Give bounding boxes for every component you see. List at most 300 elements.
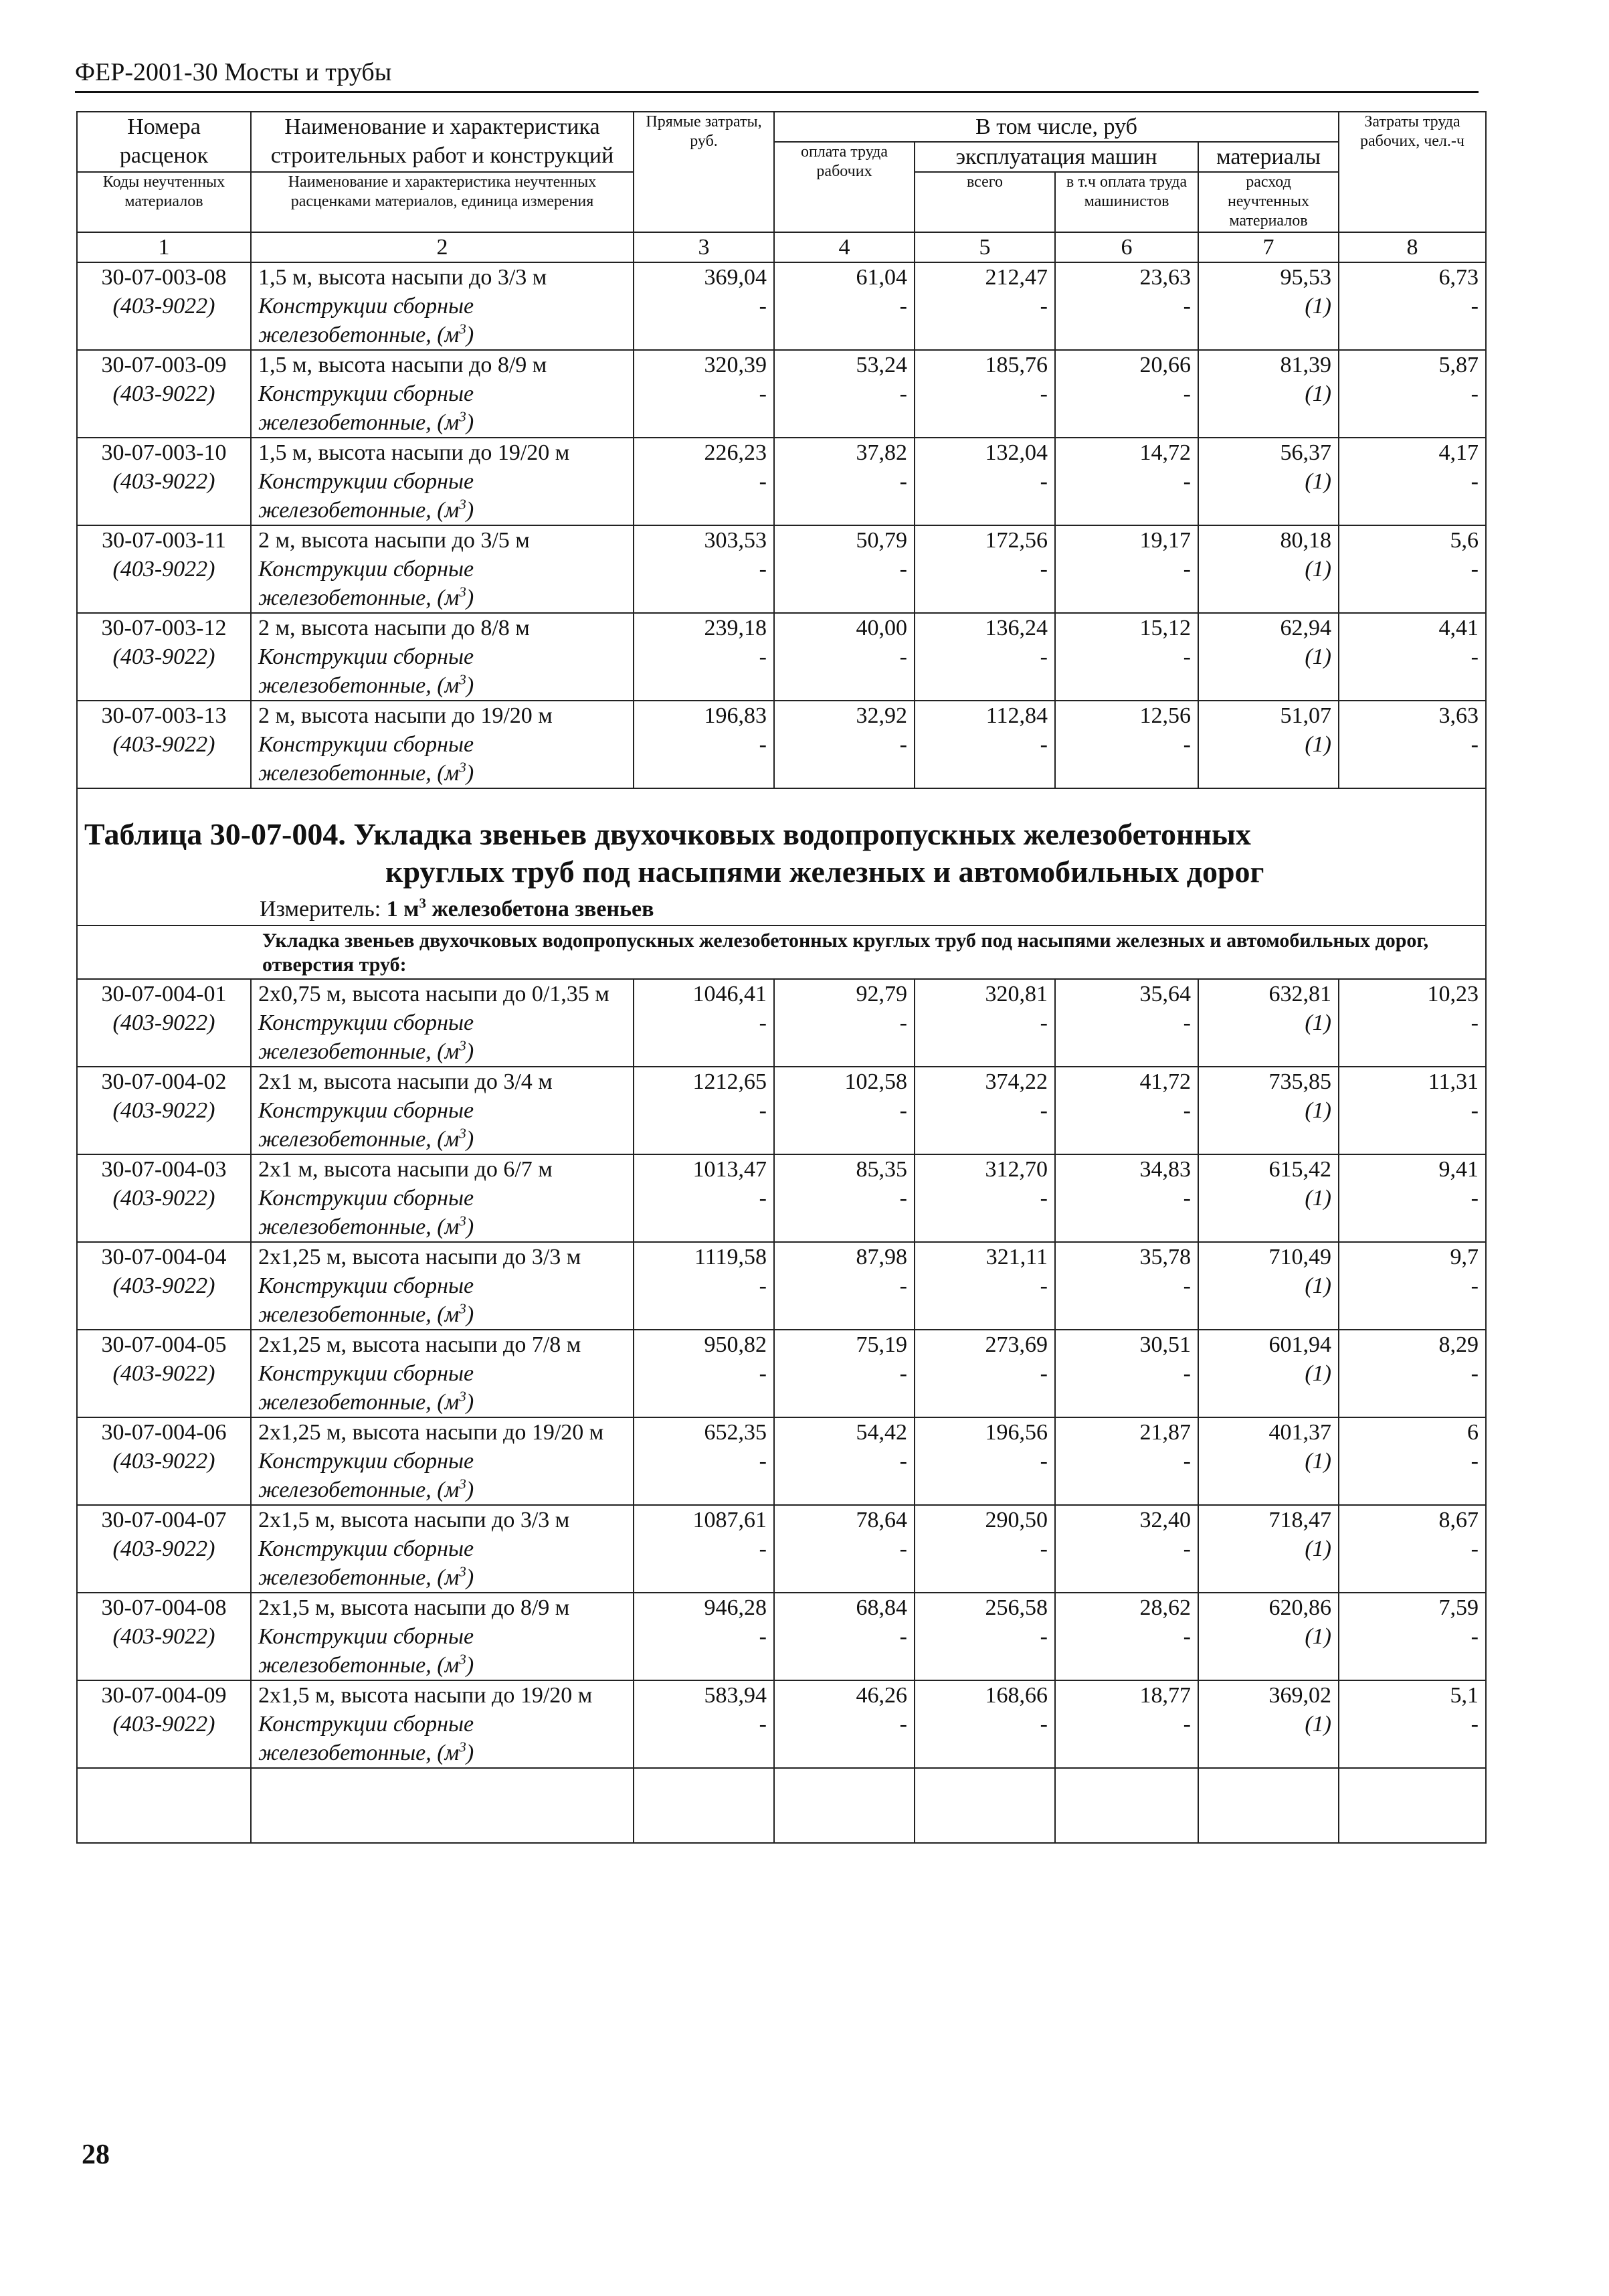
column-number: 8 [1339,232,1486,262]
operators-cost-cell [1055,1067,1198,1154]
table-row [77,613,1486,701]
labor-hours: 5,1 [1450,1683,1479,1708]
empty-dash: - [1183,1624,1191,1649]
work-description-cell [251,1505,634,1593]
table-row [77,1593,1486,1680]
material-quantity: (1) [1305,469,1331,494]
material-quantity: (1) [1305,1098,1331,1123]
materials-cost: 369,02 [1268,1683,1331,1708]
labor-hours: 9,7 [1450,1245,1479,1269]
measure-label: Измеритель: [260,897,381,921]
machines-cost: 196,56 [985,1420,1048,1445]
labor-cost-cell [774,1154,915,1242]
empty-dash: - [1471,1449,1479,1474]
labor-hours: 5,87 [1438,353,1479,377]
materials-cost-cell [1198,525,1339,613]
material-quantity: (1) [1305,732,1331,757]
table-004-title-line2: круглых труб под насыпями железных и автомобильных дорог [385,855,1264,889]
table-row [77,1242,1486,1330]
direct-cost-cell [634,1417,774,1505]
empty-dash: - [1040,1712,1048,1737]
operators-cost: 34,83 [1139,1157,1191,1182]
labor-hours: 4,17 [1438,440,1479,465]
labor-hours-cell [1339,438,1486,525]
material-name: Конструкции сборные железобетонные, $(м^3)$ [258,557,474,610]
material-name: Конструкции сборные железобетонные, $(м^3)$ [258,1624,474,1678]
work-description: 1,5 м, высота насыпи до 19/20 м [258,440,570,465]
material-quantity: (1) [1305,644,1331,669]
empty-dash: - [1183,1010,1191,1035]
rate-code: 30-07-004-07 [101,1508,227,1532]
table-row [77,1417,1486,1505]
machines-cost-cell [915,979,1055,1067]
column-number: 4 [774,232,915,262]
header-col5: всего [915,172,1055,232]
rate-code: 30-07-003-13 [101,703,227,728]
work-description: 1,5 м, высота насыпи до 3/3 м [258,265,547,290]
operators-cost: 20,66 [1139,353,1191,377]
table-004-title [77,788,1486,891]
empty-dash: - [899,1010,907,1035]
labor-hours: 6 [1467,1420,1479,1445]
labor-cost: 61,04 [856,265,907,290]
direct-cost-cell [634,1154,774,1242]
work-description-cell [251,979,634,1067]
materials-cost-cell [1198,1330,1339,1417]
direct-cost-cell [634,979,774,1067]
operators-cost-cell [1055,1505,1198,1593]
table-row [77,1505,1486,1593]
empty-dash: - [899,1273,907,1298]
materials-cost-cell [1198,1593,1339,1680]
table-row [77,262,1486,350]
material-quantity: (1) [1305,1712,1331,1737]
work-description: 2х1 м, высота насыпи до 6/7 м [258,1157,553,1182]
column-number-row [77,232,1486,262]
materials-cost-cell [1198,701,1339,788]
material-name: Конструкции сборные железобетонные, $(м^3)$ [258,644,474,698]
machines-cost: 312,70 [985,1157,1048,1182]
machines-cost: 132,04 [985,440,1048,465]
materials-cost: 56,37 [1280,440,1331,465]
labor-hours: 9,41 [1438,1157,1479,1182]
operators-cost: 14,72 [1139,440,1191,465]
header-col1-bottom: Коды неучтенных материалов [77,172,251,232]
labor-hours: 7,59 [1438,1595,1479,1620]
materials-cost-cell [1198,1680,1339,1768]
direct-cost: 320,39 [704,353,767,377]
empty-dash: - [1471,1273,1479,1298]
empty-dash: - [759,1010,767,1035]
labor-hours-cell [1339,1067,1486,1154]
material-name: Конструкции сборные железобетонные, $(м^3)$ [258,732,474,786]
materials-cost: 601,94 [1268,1332,1331,1357]
work-description: 2х1,5 м, высота насыпи до 8/9 м [258,1595,570,1620]
work-description-cell [251,701,634,788]
labor-hours: 10,23 [1427,982,1479,1006]
labor-hours-cell [1339,1505,1486,1593]
rate-code-cell [77,1330,251,1417]
materials-cost-cell [1198,262,1339,350]
machines-cost: 212,47 [985,265,1048,290]
labor-cost-cell [774,1417,915,1505]
labor-cost: 54,42 [856,1420,907,1445]
materials-cost: 710,49 [1268,1245,1331,1269]
empty-dash: - [759,1712,767,1737]
work-description-cell [251,1067,634,1154]
labor-hours: 11,31 [1428,1069,1479,1094]
material-code: (403-9022) [112,557,215,582]
empty-dash: - [1471,1536,1479,1561]
labor-hours-cell [1339,350,1486,438]
machines-cost-cell [915,613,1055,701]
work-description-cell [251,613,634,701]
empty-dash: - [1183,557,1191,582]
empty-dash: - [1183,1449,1191,1474]
material-code: (403-9022) [112,1712,215,1737]
direct-cost: 950,82 [704,1332,767,1357]
materials-cost: 735,85 [1268,1069,1331,1094]
direct-cost-cell [634,1330,774,1417]
empty-dash: - [1040,644,1048,669]
machines-cost-cell [915,525,1055,613]
labor-hours-cell [1339,525,1486,613]
empty-dash: - [1183,644,1191,669]
machines-cost-cell [915,1154,1055,1242]
labor-hours: 8,67 [1438,1508,1479,1532]
empty-dash: - [1471,1010,1479,1035]
machines-cost-cell [915,1067,1055,1154]
materials-cost: 95,53 [1280,265,1331,290]
header-col4: оплата труда рабочих [774,142,915,232]
operators-cost: 23,63 [1139,265,1191,290]
rate-code: 30-07-003-10 [101,440,227,465]
empty-dash: - [1040,469,1048,494]
operators-cost-cell [1055,1417,1198,1505]
work-description: 2х1,25 м, высота насыпи до 7/8 м [258,1332,581,1357]
direct-cost: 583,94 [704,1683,767,1708]
operators-cost-cell [1055,350,1198,438]
operators-cost-cell [1055,701,1198,788]
rate-code-cell [77,525,251,613]
material-name: Конструкции сборные железобетонные, $(м^3)$ [258,1010,474,1064]
operators-cost: 15,12 [1139,616,1191,640]
empty-dash: - [899,1361,907,1386]
header-col8: Затраты труда рабочих, чел.-ч [1339,112,1486,232]
rate-code-cell [77,1242,251,1330]
operators-cost-cell [1055,262,1198,350]
work-description: 2 м, высота насыпи до 3/5 м [258,528,530,553]
labor-hours-cell [1339,979,1486,1067]
materials-cost-cell [1198,1417,1339,1505]
table-row [77,438,1486,525]
labor-hours-cell [1339,613,1486,701]
table-row [77,1330,1486,1417]
material-quantity: (1) [1305,1273,1331,1298]
empty-dash: - [899,732,907,757]
header-col6: в т.ч оплата труда машинистов [1055,172,1198,232]
material-code: (403-9022) [112,1010,215,1035]
labor-hours-cell [1339,1242,1486,1330]
operators-cost-cell [1055,979,1198,1067]
rate-code-cell [77,701,251,788]
work-description: 2х1,25 м, высота насыпи до 19/20 м [258,1420,604,1445]
machines-cost-cell [915,701,1055,788]
header-machines: эксплуатация машин [915,142,1198,172]
materials-cost: 718,47 [1268,1508,1331,1532]
labor-hours-cell [1339,701,1486,788]
machines-cost: 320,81 [985,982,1048,1006]
operators-cost: 18,77 [1139,1683,1191,1708]
material-quantity: (1) [1305,557,1331,582]
header-col2-top: Наименование и характеристика строительных работ и конструкций [251,112,634,172]
labor-hours: 6,73 [1438,265,1479,290]
work-description: 2 м, высота насыпи до 8/8 м [258,616,530,640]
rate-code: 30-07-004-03 [101,1157,227,1182]
empty-dash: - [899,1098,907,1123]
empty-dash: - [1040,732,1048,757]
materials-cost: 632,81 [1268,982,1331,1006]
operators-cost: 35,78 [1139,1245,1191,1269]
materials-cost-cell [1198,1505,1339,1593]
measure-row [77,891,1486,925]
labor-cost-cell [774,1242,915,1330]
rate-code: 30-07-004-05 [101,1332,227,1357]
direct-cost-cell [634,613,774,701]
work-description: 2х1,25 м, высота насыпи до 3/3 м [258,1245,581,1269]
labor-cost-cell [774,525,915,613]
material-quantity: (1) [1305,1624,1331,1649]
empty-dash: - [899,557,907,582]
material-name: Конструкции сборные железобетонные, $(м^3)$ [258,294,474,347]
empty-dash: - [899,294,907,319]
material-quantity: (1) [1305,381,1331,406]
material-name: Конструкции сборные железобетонные, $(м^3)$ [258,381,474,435]
empty-dash: - [759,1361,767,1386]
labor-cost: 102,58 [844,1069,907,1094]
labor-cost-cell [774,979,915,1067]
empty-dash: - [1040,557,1048,582]
page-header: ФЕР-2001-30 Мосты и трубы [75,56,1479,93]
rate-code-cell [77,1593,251,1680]
direct-cost-cell [634,1593,774,1680]
empty-dash: - [1183,1361,1191,1386]
rate-code-cell [77,438,251,525]
direct-cost: 1119,58 [694,1245,767,1269]
rate-code: 30-07-004-08 [101,1595,227,1620]
work-description-cell [251,350,634,438]
material-code: (403-9022) [112,381,215,406]
material-name: Конструкции сборные железобетонные, $(м^3)$ [258,1098,474,1152]
table-body [77,112,1486,1843]
table-004-title-line1: Таблица 30-07-004. Укладка звеньев двухочковых водопропускных железобетонных [84,817,1251,851]
empty-dash: - [899,1449,907,1474]
operators-cost-cell [1055,1680,1198,1768]
work-description: 2х1,5 м, высота насыпи до 19/20 м [258,1683,593,1708]
material-code: (403-9022) [112,732,215,757]
empty-dash: - [1183,1712,1191,1737]
table-004-title-row [77,788,1486,891]
material-code: (403-9022) [112,1449,215,1474]
direct-cost: 1212,65 [692,1069,767,1094]
material-name: Конструкции сборные железобетонные, $(м^3)$ [258,1712,474,1765]
rate-code: 30-07-004-01 [101,982,227,1006]
empty-dash: - [1183,1273,1191,1298]
operators-cost-cell [1055,1154,1198,1242]
labor-hours-cell [1339,1680,1486,1768]
material-name: Конструкции сборные железобетонные, $(м^3)$ [258,1361,474,1415]
work-description-cell [251,1680,634,1768]
work-description-cell [251,1154,634,1242]
empty-dash: - [759,732,767,757]
column-number: 3 [634,232,774,262]
empty-dash: - [759,1624,767,1649]
direct-cost: 946,28 [704,1595,767,1620]
materials-cost: 80,18 [1280,528,1331,553]
rate-code-cell [77,350,251,438]
empty-dash: - [1183,381,1191,406]
labor-cost: 50,79 [856,528,907,553]
labor-cost: 87,98 [856,1245,907,1269]
column-number: 6 [1055,232,1198,262]
header-col2-bottom: Наименование и характеристика неучтенных расценками материалов, единица измерения [251,172,634,232]
labor-cost-cell [774,350,915,438]
work-description-cell [251,1242,634,1330]
labor-hours: 8,29 [1438,1332,1479,1357]
operators-cost-cell [1055,613,1198,701]
direct-cost-cell [634,350,774,438]
empty-dash: - [899,381,907,406]
direct-cost: 1046,41 [692,982,767,1006]
empty-dash: - [1471,1186,1479,1211]
work-description: 2х1 м, высота насыпи до 3/4 м [258,1069,553,1094]
labor-cost: 92,79 [856,982,907,1006]
materials-cost: 81,39 [1280,353,1331,377]
material-code: (403-9022) [112,1624,215,1649]
empty-dash: - [1471,1361,1479,1386]
labor-hours-cell [1339,1417,1486,1505]
machines-cost-cell [915,1242,1055,1330]
direct-cost-cell [634,1067,774,1154]
empty-dash: - [1040,1098,1048,1123]
rate-code: 30-07-003-12 [101,616,227,640]
header-col7: расход неучтенных материалов [1198,172,1339,232]
labor-cost: 75,19 [856,1332,907,1357]
column-number: 2 [251,232,634,262]
material-code: (403-9022) [112,469,215,494]
direct-cost: 226,23 [704,440,767,465]
measure-value: 1 $м^3$ железобетона звеньев [386,895,654,921]
empty-dash: - [759,1273,767,1298]
labor-cost-cell [774,613,915,701]
header-col3: Прямые затраты, руб. [634,112,774,232]
empty-dash: - [1471,1712,1479,1737]
direct-cost: 303,53 [704,528,767,553]
machines-cost-cell [915,1505,1055,1593]
empty-dash: - [899,1624,907,1649]
rate-code: 30-07-004-06 [101,1420,227,1445]
direct-cost-cell [634,525,774,613]
empty-dash: - [1040,1010,1048,1035]
labor-cost-cell [774,1067,915,1154]
materials-cost-cell [1198,1067,1339,1154]
rate-code: 30-07-004-04 [101,1245,227,1269]
header-col1-top: Номера расценок [77,112,251,172]
rate-code-cell [77,1680,251,1768]
direct-cost-cell [634,1242,774,1330]
column-number: 5 [915,232,1055,262]
machines-cost-cell [915,1593,1055,1680]
empty-dash: - [759,644,767,669]
material-code: (403-9022) [112,644,215,669]
materials-cost-cell [1198,979,1339,1067]
labor-cost-cell [774,1680,915,1768]
empty-dash: - [1183,469,1191,494]
direct-cost-cell [634,262,774,350]
operators-cost: 30,51 [1139,1332,1191,1357]
labor-cost: 40,00 [856,616,907,640]
direct-cost: 239,18 [704,616,767,640]
section-text: Укладка звеньев двухочковых водопропускных железобетонных круглых труб под насыпями железных и автомобильных дорог, отверстия труб: [77,925,1486,979]
column-number: 7 [1198,232,1339,262]
materials-cost: 615,42 [1268,1157,1331,1182]
material-name: Конструкции сборные железобетонные, $(м^3)$ [258,1536,474,1590]
work-description-cell [251,438,634,525]
labor-cost-cell [774,262,915,350]
rate-code: 30-07-003-09 [101,353,227,377]
material-name: Конструкции сборные железобетонные, $(м^3)$ [258,1449,474,1502]
labor-hours: 4,41 [1438,616,1479,640]
empty-dash: - [1183,1098,1191,1123]
machines-cost: 256,58 [985,1595,1048,1620]
operators-cost-cell [1055,1593,1198,1680]
direct-cost: 369,04 [704,265,767,290]
machines-cost: 172,56 [985,528,1048,553]
empty-dash: - [759,1186,767,1211]
work-description-cell [251,1593,634,1680]
empty-dash: - [1040,1624,1048,1649]
direct-cost: 1087,61 [692,1508,767,1532]
machines-cost: 321,11 [985,1245,1048,1269]
operators-cost-cell [1055,1242,1198,1330]
empty-dash: - [1040,381,1048,406]
empty-dash: - [1471,381,1479,406]
empty-dash: - [1471,732,1479,757]
empty-dash: - [1471,557,1479,582]
rate-code: 30-07-003-11 [102,528,226,553]
materials-cost-cell [1198,438,1339,525]
labor-cost: 37,82 [856,440,907,465]
material-code: (403-9022) [112,1273,215,1298]
rate-code-cell [77,262,251,350]
empty-dash: - [1471,294,1479,319]
machines-cost-cell [915,1330,1055,1417]
labor-cost-cell [774,1593,915,1680]
rate-code-cell [77,979,251,1067]
measure-cell [77,891,1486,925]
table-row [77,701,1486,788]
labor-hours-cell [1339,262,1486,350]
empty-dash: - [899,1712,907,1737]
empty-dash: - [1040,1273,1048,1298]
material-code: (403-9022) [112,1536,215,1561]
empty-dash: - [899,1186,907,1211]
rate-code: 30-07-004-09 [101,1683,227,1708]
work-description: 2х1,5 м, высота насыпи до 3/3 м [258,1508,570,1532]
machines-cost-cell [915,350,1055,438]
direct-cost-cell [634,1680,774,1768]
machines-cost: 112,84 [985,703,1048,728]
